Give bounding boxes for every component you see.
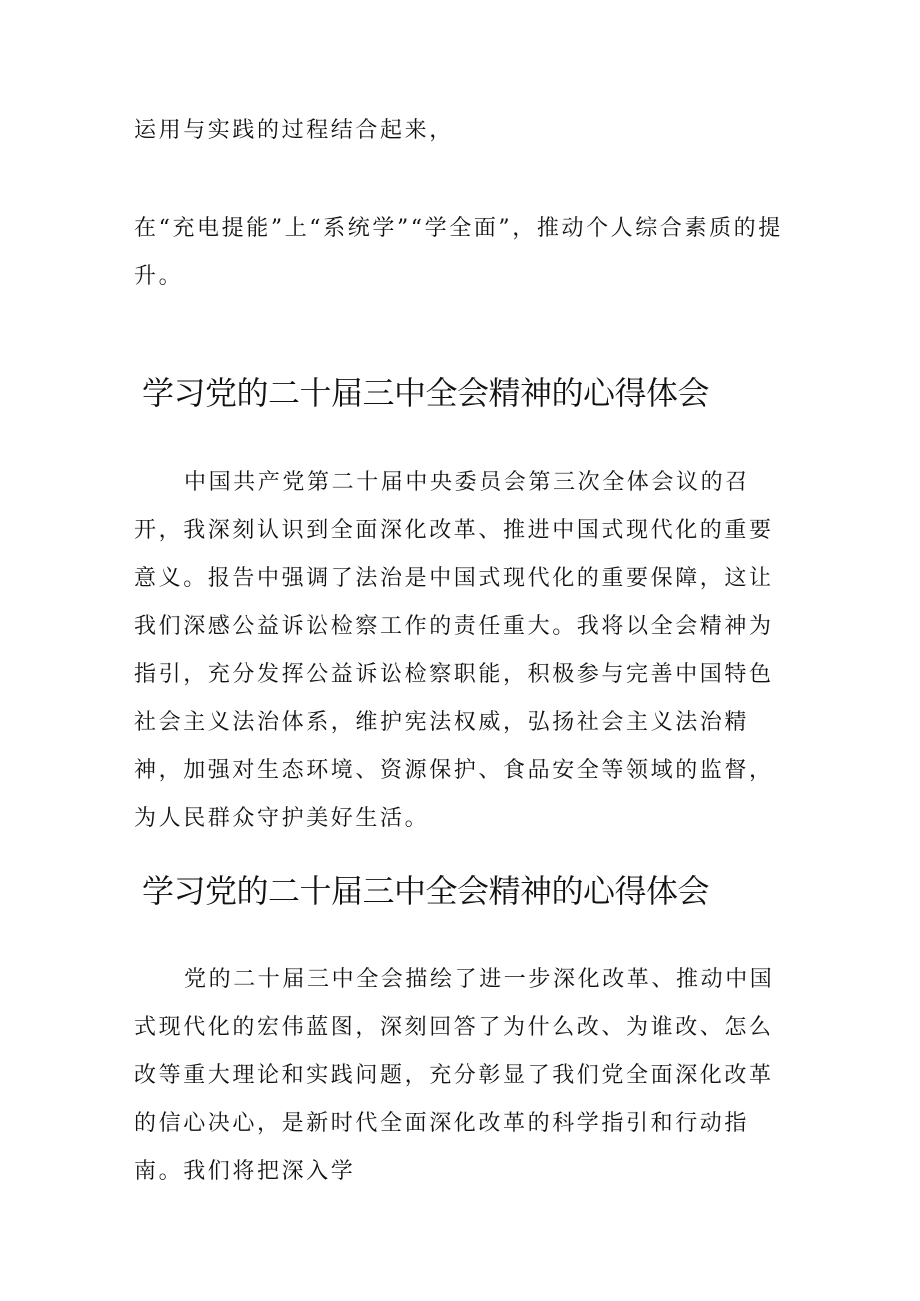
paragraph-public-interest-litigation: 中国共产党第二十届中央委员会第三次全体会议的召开，我深刻认识到全面深化改革、推进中国式现代化的重要意义。报告中强调了法治是中国式现代化的重要保障，这让我们深感公益诉讼检察工作的责任重大。我将以全会精神为指引，充分发挥公益诉讼检察职能，积极参与完善中国特色社会主义法治体系，维护宪法权威，弘扬社会主义法治精神，加强对生态环境、资源保护、食品安全等领域的监督，为人民群众守护美好生活。 — [134, 470, 774, 831]
section-heading-2: 学习党的二十届三中全会精神的心得体会 — [142, 872, 710, 910]
paragraph-continuation: 运用与实践的过程结合起来， — [134, 118, 454, 143]
section-heading-1: 学习党的二十届三中全会精神的心得体会 — [142, 374, 710, 412]
paragraph-reform-blueprint: 党的二十届三中全会描绘了进一步深化改革、推动中国式现代化的宏伟蓝图，深刻回答了为什么改、为谁改、怎么改等重大理论和实践问题，充分彰显了我们党全面深化改革的信心决心，是新时代全面深化改革的科学指引和行动指南。我们将把深入学 — [134, 967, 775, 1184]
paragraph-study-comprehensively: 在“充电提能”上“系统学”“学全面”，推动个人综合素质的提升。 — [134, 216, 783, 289]
